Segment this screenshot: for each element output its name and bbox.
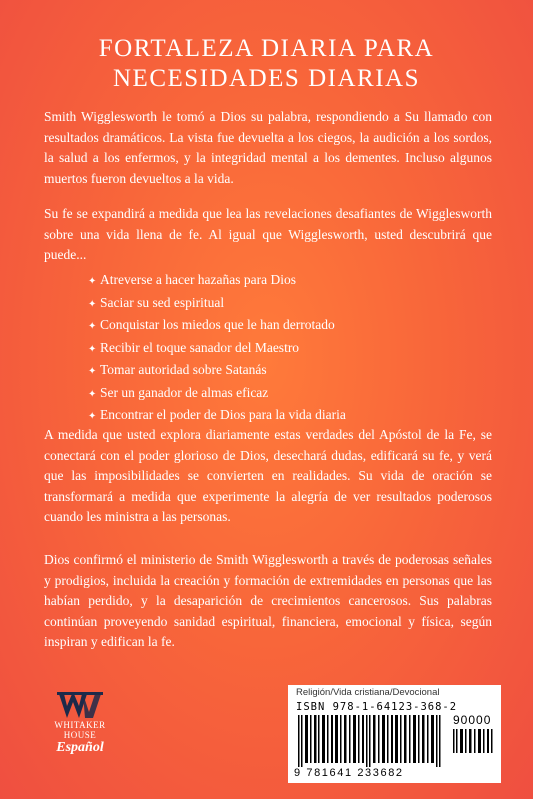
star-bullet-icon: ✦: [88, 321, 97, 332]
title-line-2: NECESIDADES DIARIAS: [113, 65, 420, 92]
faith-paragraph: Su fe se expandirá a medida que lea las revelaciones desafiantes de Wigglesworth sobre una vida llena de fe. Al igual que Wigglesworth, usted descubrirá que puede...: [44, 206, 492, 262]
publisher-name-line-1: WHITAKER: [54, 720, 106, 730]
intro-paragraph: Smith Wigglesworth le tomó a Dios su palabra, respondiendo a Su llamado con resultados dramáticos. La vista fue devuelta a los ciegos, la audición a los sordos, la salud a los enfermos, y la integridad mental a los dementes. Incluso algunos muertos fueron devueltos a la vida.: [44, 109, 492, 186]
star-bullet-icon: ✦: [88, 276, 97, 287]
list-item: ✦ Encontrar el poder de Dios para la vida diaria: [88, 405, 346, 428]
star-bullet-icon: ✦: [88, 366, 97, 377]
barcode-digits: 9 781641 233682: [294, 767, 404, 779]
star-bullet-icon: ✦: [88, 343, 97, 355]
list-item: ✦ Atreverse a hacer hazañas para Dios: [88, 270, 346, 293]
cover-title: [0, 34, 533, 94]
publisher-name-line-3: Español: [56, 740, 104, 755]
list-item: ✦ Tomar autoridad sobre Satanás: [88, 360, 346, 383]
title-line-1: FORTALEZA DIARIA PARA: [98, 35, 435, 62]
list-item: ✦ Conquistar los miedos que le han derrotado: [88, 315, 346, 338]
star-bullet-icon: ✦: [88, 411, 97, 422]
publisher-logo: [40, 690, 120, 770]
list-item: ✦ Ser un ganador de almas eficaz: [88, 383, 346, 406]
publisher-name-line-2: HOUSE: [63, 730, 97, 740]
barcode-icon: [296, 715, 446, 767]
barcode-box: [288, 685, 501, 783]
price-barcode-icon: [453, 729, 493, 753]
truths-paragraph: A medida que usted explora diariamente estas verdades del Apóstol de la Fe, se conectará con el poder glorioso de Dios, desechará dudas, edificará su fe, y verá que las imposibilidades se convierten en realidades. Su vida de oración se transformará a medida que experimente la alegría de ver resultados poderosos cuando les ministra a las personas.: [44, 427, 492, 524]
star-bullet-icon: ✦: [88, 298, 97, 310]
star-bullet-icon: ✦: [88, 388, 97, 400]
whitaker-w-logo-icon: [57, 690, 103, 720]
price-code: 90000: [453, 713, 492, 727]
category-label: Religión/Vida cristiana/Devocional: [296, 687, 440, 698]
isbn-label: ISBN 978-1-64123-368-2: [296, 701, 458, 713]
ministry-paragraph: Dios confirmó el ministerio de Smith Wigglesworth a través de poderosas señales y prodigios, incluida la creación y formación de extremidades en personas que las habían perdido, y la desaparición de crecimientos cancerosos. Sus palabras continúan proveyendo sanidad espiritual, financiera, emocional y física, según inspiran y edifican la fe.: [44, 552, 492, 649]
benefits-list: [88, 270, 346, 428]
list-item: ✦ Saciar su sed espiritual: [88, 293, 346, 316]
list-item: ✦ Recibir el toque sanador del Maestro: [88, 338, 346, 361]
